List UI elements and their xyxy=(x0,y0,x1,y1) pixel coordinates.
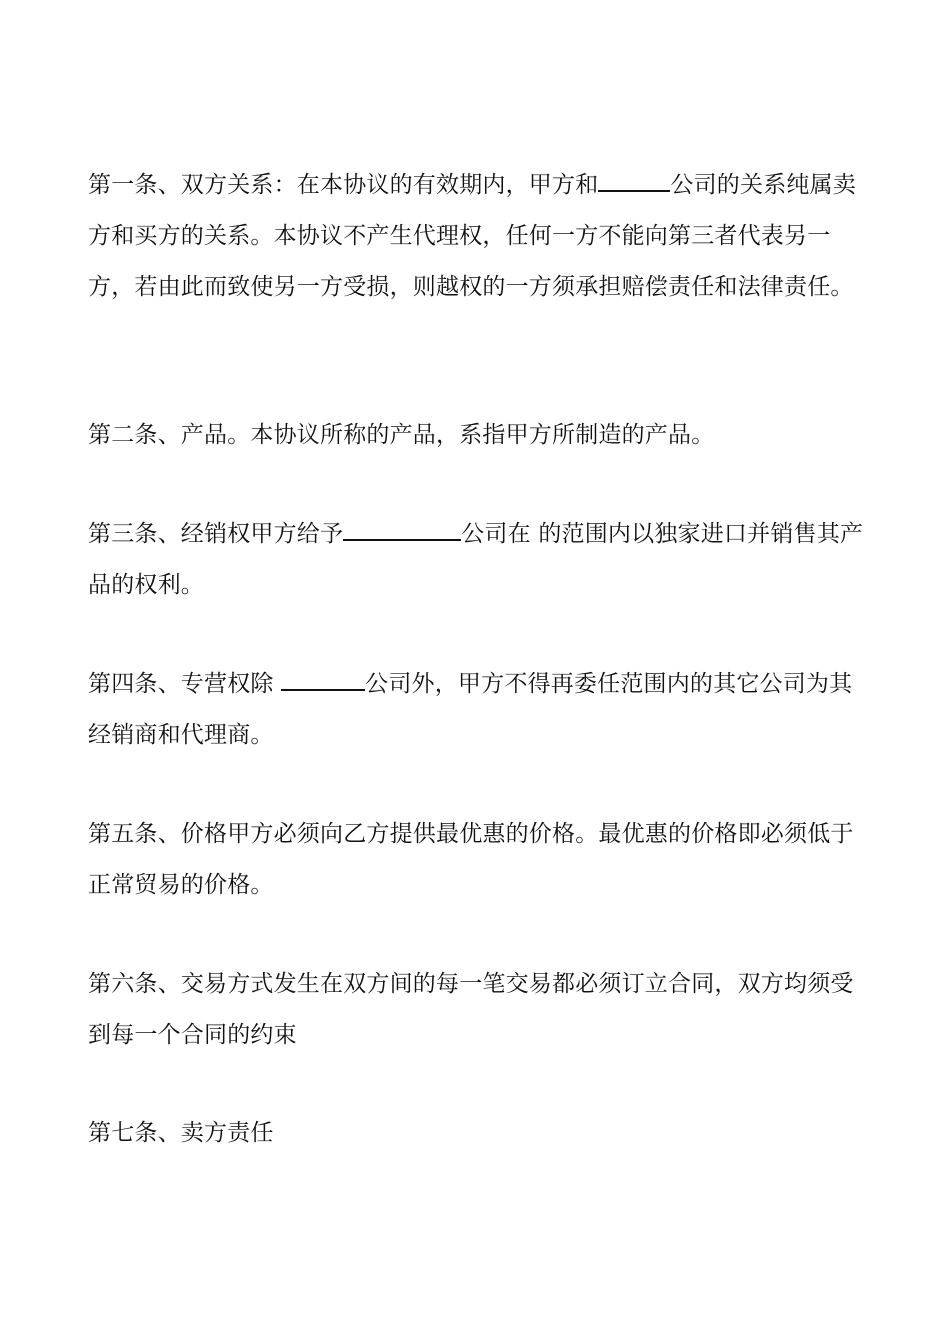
clause-3-text-after: 公司在 的范围内以独家进口并销售其产品的权利。 xyxy=(88,521,864,598)
clause-4-text-after: 公司外，甲方不得再委任范围内的其它公司为其经销商和代理商。 xyxy=(88,671,853,748)
clause-3-blank xyxy=(343,517,461,541)
clause-1-parties-relationship xyxy=(88,160,866,313)
clause-3-text-before: 第三条、经销权甲方给予 xyxy=(88,521,344,547)
clause-4-text-before: 第四条、专营权除 xyxy=(88,671,282,697)
clause-3-distribution-rights xyxy=(88,509,866,611)
clause-4-blank xyxy=(281,667,365,691)
clause-5-price: 第五条、价格甲方必须向乙方提供最优惠的价格。最优惠的价格即必须低于正常贸易的价格。 xyxy=(88,821,854,898)
clause-7-seller-responsibility: 第七条、卖方责任 xyxy=(88,1120,274,1146)
clause-6-transaction-method: 第六条、交易方式发生在双方间的每一笔交易都必须订立合同，双方均须受到每一个合同的约束 xyxy=(88,971,854,1048)
clause-1-text-before: 第一条、双方关系：在本协议的有效期内，甲方和 xyxy=(88,172,599,198)
clause-2-products: 第二条、产品。本协议所称的产品，系指甲方所制造的产品。 xyxy=(88,422,715,448)
clause-1-blank xyxy=(598,168,670,192)
clause-1-text-after: 公司的关系纯属卖方和买方的关系。本协议不产生代理权，任何一方不能向第三者代表另一方，若由此而致使另一方受损，则越权的一方须承担赔偿责任和法律责任。 xyxy=(88,172,857,300)
clause-4-exclusive-rights xyxy=(88,659,866,761)
